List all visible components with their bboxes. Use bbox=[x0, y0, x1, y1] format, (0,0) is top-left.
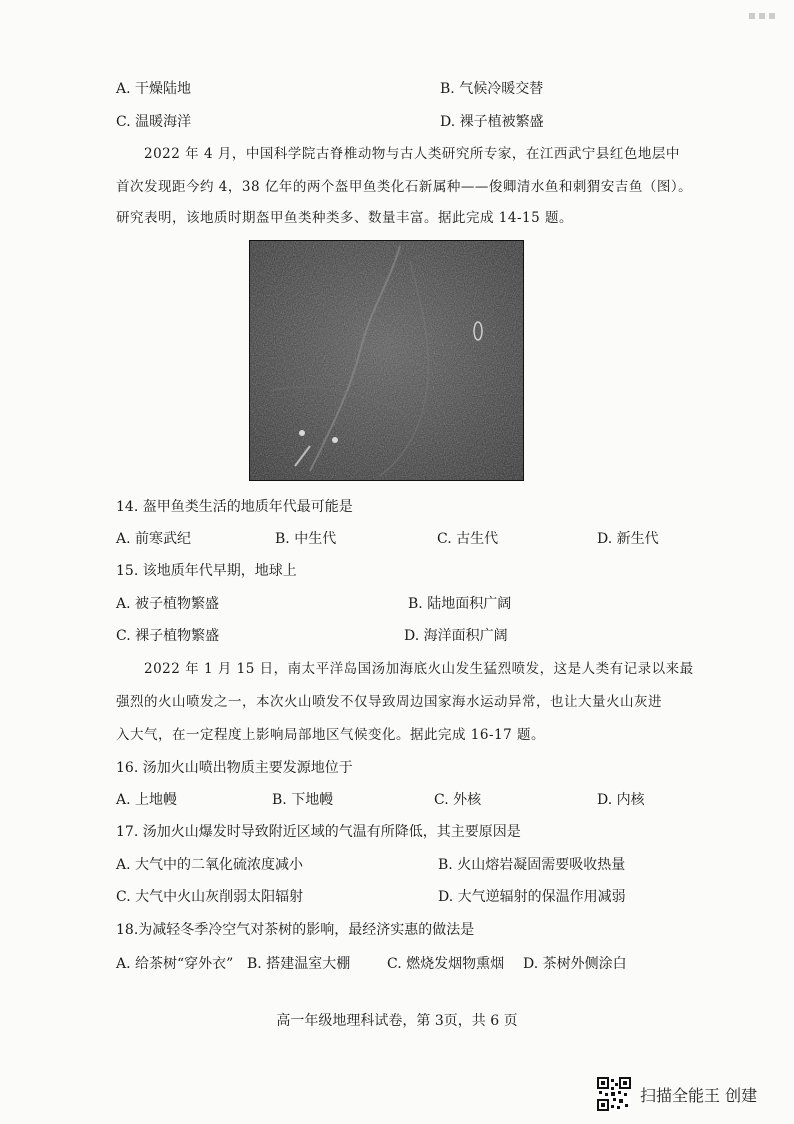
q16-option-a[interactable]: A. 上地幔 bbox=[116, 792, 178, 808]
q15-option-b[interactable]: B. 陆地面积广阔 bbox=[408, 596, 512, 612]
qr-code-icon bbox=[597, 1077, 631, 1111]
corner-mark-icon bbox=[749, 6, 785, 16]
q14-option-b[interactable]: B. 中生代 bbox=[275, 531, 337, 547]
q14-option-a[interactable]: A. 前寒武纪 bbox=[116, 531, 192, 547]
option-b[interactable]: B. 气候冷暖交替 bbox=[440, 81, 544, 97]
q18-option-d[interactable]: D. 茶树外侧涂白 bbox=[523, 956, 627, 972]
passage-2-line-2: 强烈的火山喷发之一，本次火山喷发不仅导致周边国家海水运动异常，也让大量火山灰进 bbox=[116, 694, 662, 710]
question-18-stem: 18.为减轻冬季冷空气对茶树的影响，最经济实惠的做法是 bbox=[116, 922, 475, 938]
passage-2-line-1: 2022 年 1 月 15 日，南太平洋岛国汤加海底火山发生猛烈喷发，这是人类有记录以来最 bbox=[144, 661, 694, 677]
scanner-watermark: 扫描全能王 创建 bbox=[640, 1086, 758, 1105]
q14-option-d[interactable]: D. 新生代 bbox=[597, 531, 659, 547]
passage-1-line-2: 首次发现距今约 4，38 亿年的两个盔甲鱼类化石新属种——俊卿清水鱼和刺猬安吉鱼（图）。 bbox=[116, 179, 693, 195]
page-footer: 高一年级地理科试卷，第 3页，共 6 页 bbox=[276, 1013, 518, 1029]
passage-2-line-3: 入大气，在一定程度上影响局部地区气候变化。据此完成 16-17 题。 bbox=[116, 727, 545, 743]
q16-option-b[interactable]: B. 下地幔 bbox=[272, 792, 334, 808]
q16-option-d[interactable]: D. 内核 bbox=[597, 792, 645, 808]
question-16-stem: 16. 汤加火山喷出物质主要发源地位于 bbox=[116, 760, 353, 776]
q17-option-d[interactable]: D. 大气逆辐射的保温作用减弱 bbox=[438, 889, 626, 905]
q15-option-d[interactable]: D. 海洋面积广阔 bbox=[404, 628, 508, 644]
q18-option-a[interactable]: A. 给茶树“穿外衣” bbox=[116, 956, 234, 972]
q18-option-b[interactable]: B. 搭建温室大棚 bbox=[247, 956, 351, 972]
q16-option-c[interactable]: C. 外核 bbox=[434, 792, 482, 808]
q17-option-b[interactable]: B. 火山熔岩凝固需要吸收热量 bbox=[438, 857, 626, 873]
q17-option-c[interactable]: C. 大气中火山灰削弱太阳辐射 bbox=[116, 889, 304, 905]
fossil-photo bbox=[249, 240, 524, 481]
question-14-stem: 14. 盔甲鱼类生活的地质年代最可能是 bbox=[116, 499, 353, 515]
question-15-stem: 15. 该地质年代早期，地球上 bbox=[116, 563, 297, 579]
passage-1-line-1: 2022 年 4 月，中国科学院古脊椎动物与古人类研究所专家，在江西武宁县红色地层中 bbox=[144, 146, 680, 162]
q18-option-c[interactable]: C. 燃烧发烟物熏烟 bbox=[387, 956, 505, 972]
option-d[interactable]: D. 裸子植被繁盛 bbox=[440, 114, 544, 130]
q15-option-a[interactable]: A. 被子植物繁盛 bbox=[116, 596, 220, 612]
q17-option-a[interactable]: A. 大气中的二氧化硫浓度减小 bbox=[116, 857, 304, 873]
question-17-stem: 17. 汤加火山爆发时导致附近区域的气温有所降低，其主要原因是 bbox=[116, 824, 521, 840]
passage-1-line-3: 研究表明，该地质时期盔甲鱼类种类多、数量丰富。据此完成 14-15 题。 bbox=[116, 210, 573, 226]
option-c[interactable]: C. 温暖海洋 bbox=[116, 114, 192, 130]
option-a[interactable]: A. 干燥陆地 bbox=[116, 81, 192, 97]
q15-option-c[interactable]: C. 裸子植物繁盛 bbox=[116, 628, 220, 644]
q14-option-c[interactable]: C. 古生代 bbox=[437, 531, 499, 547]
